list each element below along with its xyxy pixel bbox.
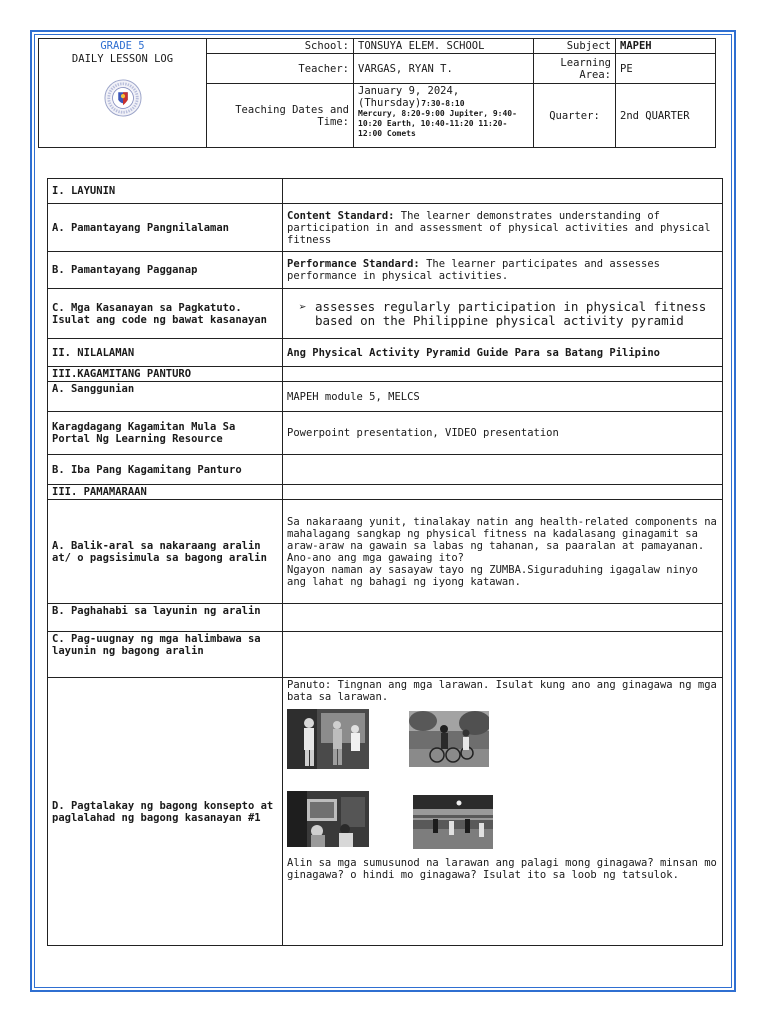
iba-pang-value [283, 455, 723, 485]
balik-aral-text-1: Sa nakaraang yunit, tinalakay natin ang health-related components na mahalagang sangkap ng physical fitness na kadalasang ginagamit sa araw-araw na gawain sa labas ng tahanan, sa paaralan at pamayanan. Ano-ano ang mga gawaing ito? [287, 515, 717, 564]
teacher-value: VARGAS, RYAN T. [354, 54, 534, 84]
content-standard [283, 204, 723, 252]
date-line-2 [358, 97, 529, 109]
date-line-1: January 9, 2024, [358, 85, 460, 97]
performance-standard [283, 252, 723, 289]
pag-uugnay-value [283, 632, 723, 678]
subject-label: Subject [534, 39, 616, 54]
pamamaraan-value [283, 485, 723, 500]
nilalaman-value: Ang Physical Activity Pyramid Guide Para sa Batang Pilipino [283, 339, 723, 367]
row-pamantayang-pangnilalaman: A. Pamantayang Pangnilalaman [48, 204, 283, 252]
photo-children-dancing [287, 709, 369, 769]
date-time: 7:30-8:10 [421, 99, 465, 108]
paghahabi-value [283, 604, 723, 632]
kasanayan-text: assesses regularly participation in physical fitness based on the Philippine physical activity pyramid [315, 298, 707, 328]
balik-aral-value [283, 500, 723, 604]
content-standard-text: The learner demonstrates understanding of participation in and assessment of physical activities and physical fitness [287, 209, 711, 246]
photo-grid [287, 709, 718, 849]
row-paghahabi: B. Paghahabi sa layunin ng aralin [48, 604, 283, 632]
grade-label: GRADE 5 [100, 40, 145, 52]
row-sanggunian: A. Sanggunian [48, 382, 283, 412]
row-pamantayang-pagganap: B. Pamantayang Pagganap [48, 252, 283, 289]
lesson-table [47, 178, 723, 946]
row-nilalaman: II. NILALAMAN [48, 339, 283, 367]
photo-children-volleyball [413, 795, 493, 849]
row-layunin-value [283, 179, 723, 204]
row-balik-aral: A. Balik-aral sa nakaraang aralin at/ o pagsisimula sa bagong aralin [48, 500, 283, 604]
performance-standard-label: Performance Standard: [287, 258, 420, 270]
school-label: School: [207, 39, 354, 54]
row-kagamitang-panturo: III.KAGAMITANG PANTURO [48, 367, 283, 382]
balik-aral-text-2: Ngayon naman ay sasayaw tayo ng ZUMBA.Siguraduhing igagalaw ninyo ang lahat ng bahagi ng iyong katawan. [287, 563, 698, 588]
kasanayan-value [283, 289, 723, 339]
row-pagtalakay: D. Pagtalakay ng bagong konsepto at paglalahad ng bagong kasanayan #1 [48, 678, 283, 946]
karagdagang-value: Powerpoint presentation, VIDEO presentation [283, 412, 723, 455]
row-kasanayan: C. Mga Kasanayan sa Pagkatuto. Isulat ang code ng bawat kasanayan [48, 289, 283, 339]
kasanayan-item [287, 300, 718, 328]
sanggunian-value: MAPEH module 5, MELCS [283, 382, 723, 412]
photo-children-biking [409, 711, 489, 767]
learning-area-value: PE [616, 54, 716, 84]
deped-seal-icon [104, 79, 142, 117]
performance-standard-text: The learner participates and assesses performance in physical activities. [287, 258, 660, 282]
row-pag-uugnay: C. Pag-uugnay ng mga halimbawa sa layunin ng bagong aralin [48, 632, 283, 678]
pagtalakay-value [283, 678, 723, 946]
header-logo-cell [39, 39, 207, 148]
tanong-text: Alin sa mga sumusunod na larawan ang palagi mong ginagawa? minsan mo ginagawa? o hindi mo ginagawa? Isulat ito sa loob ng tatsulok. [287, 857, 717, 881]
row-layunin: I. LAYUNIN [48, 179, 283, 204]
teaching-dates-label: Teaching Dates and Time: [207, 84, 354, 148]
school-value: TONSUYA ELEM. SCHOOL [354, 39, 534, 54]
photo-children-gaming [287, 791, 369, 847]
log-title: DAILY LESSON LOG [71, 53, 174, 65]
teaching-dates-value [354, 84, 534, 148]
learning-area-label: Learning Area: [534, 54, 616, 84]
quarter-label: Quarter: [534, 84, 616, 148]
panuto-text: Panuto: Tingnan ang mga larawan. Isulat kung ano ang ginagawa ng mga bata sa larawan. [287, 679, 717, 703]
teacher-label: Teacher: [207, 54, 354, 84]
row-iba-pang-kagamitan: B. Iba Pang Kagamitang Panturo [48, 455, 283, 485]
date-sections: Mercury, 8:20-9:00 Jupiter, 9:40-10:20 Earth, 10:40-11:20 11:20-12:00 Comets [358, 109, 517, 138]
content-standard-label: Content Standard: [287, 209, 395, 222]
header-table [38, 38, 716, 148]
date-day: (Thursday) [358, 97, 422, 109]
row-karagdagang-kagamitan: Karagdagang Kagamitan Mula Sa Portal Ng Learning Resource [48, 412, 283, 455]
row-kagamitang-value [283, 367, 723, 382]
row-pamamaraan: III. PAMAMARAAN [48, 485, 283, 500]
arrow-bullet-icon: ➢ [299, 298, 307, 314]
subject-value: MAPEH [616, 39, 716, 54]
quarter-value: 2nd QUARTER [616, 84, 716, 148]
